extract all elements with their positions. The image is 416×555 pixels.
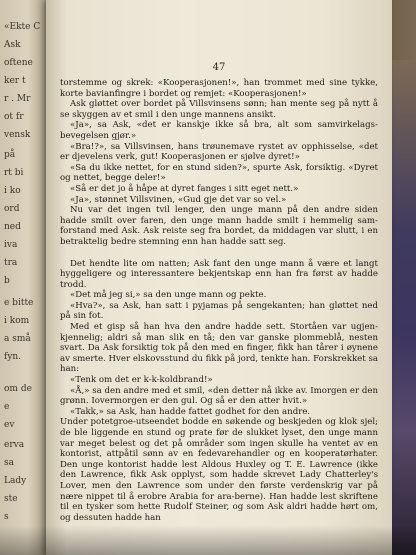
paragraph: «Så er det jo å håpe at dyret fanges i sitt eget nett.»: [70, 183, 299, 194]
left-page-text-fragment: på: [4, 150, 16, 160]
page-number: 47: [212, 62, 226, 73]
paragraph: «Bra!?», sa Villsvinsen, hans trøunemave rystet av opphisselse, «det er djevelens verk, gut! Kooperasjonen er sjølve dyret!»: [60, 141, 378, 163]
left-facing-page: [0, 0, 50, 555]
paragraph: «Ja», stønnet Villsvinen, «Gud gje det var so vel.»: [70, 194, 287, 205]
paragraph: Med et gisp så han hva den andre hadde sett. Stortåen var ugjen-kjennelig; aldri så man slik en tå; den var ganske plommeblå, nesten svart. Da Ask forsiktig tok på den med en finger, fikk han tårer i øynene av smerte. Hver elskovsstund du fikk på jord, tenkte han. Forskrekket sa han:: [60, 322, 378, 375]
left-page-text-fragment: ev: [4, 420, 15, 430]
paragraph: «Det må jeg si,» sa den unge mann og pekte.: [70, 290, 267, 301]
paragraph: «Sa du ikke nettet, for en stund siden?», spurte Ask, forsiktig. «Dyret og nettet, begge deler!»: [60, 162, 378, 184]
left-page-text-fragment: erva: [4, 440, 25, 450]
left-page-text-fragment: rt bi: [4, 168, 24, 178]
paragraph: Nu var det ingen tvil lenger, den unge mann på den andre siden hadde smilt over faren, den unge mann hadde smilt i hemmelig sam-forstand med Ask. Ask reiste seg fra bordet, da middagen var slutt, i en betraktelig bedre stemning enn han hadde satt seg.: [60, 205, 378, 247]
paragraph: Ask gløttet over bordet på Villsvinsens sønn; han mente seg på nytt å se skyggen av et smil i den unge mannens ansikt.: [60, 99, 378, 120]
left-page-text-fragment: ord: [4, 204, 20, 214]
left-page-text-fragment: Lady: [4, 476, 27, 486]
left-page-text-fragment: i kom: [4, 316, 30, 326]
left-page-text-fragment: fyn.: [4, 352, 22, 362]
left-page-text-fragment: sa: [4, 458, 14, 468]
left-page-text-fragment: ned: [4, 222, 21, 232]
left-page-text-fragment: vensk: [4, 130, 31, 140]
paragraph: «Takk,» sa Ask, han hadde fattet godhet for den andre.: [70, 406, 311, 417]
paragraph: Det hendte lite om natten; Ask fant den unge mann å være et langt hyggeligere og interessantere bekjentskap enn han fra først av hadde trodd.: [60, 258, 378, 290]
left-page-text-fragment: e: [4, 402, 10, 412]
left-page-text-fragment: i ko: [4, 186, 21, 196]
left-page-text-fragment: iva: [4, 240, 18, 250]
left-page-text-fragment: tra: [4, 258, 18, 268]
book-page: [46, 0, 392, 555]
left-page-text-fragment: «Ekte C: [4, 22, 41, 32]
left-page-text-fragment: Ask: [4, 40, 21, 50]
paragraph: «Hva?», sa Ask, han satt i pyjamas på sengekanten; han gløttet ned på sin fot.: [60, 300, 378, 322]
left-page-text-fragment: om de: [4, 384, 32, 394]
paragraph: torstemme og skrek: «Kooperasjonen!», han trommet med sine tykke, korte bavianfingre i bordet og remjet: «Kooperasjonen!»: [60, 78, 378, 99]
left-page-text-fragment: b: [4, 276, 10, 286]
paragraph: Under potetgroe-utseendet bodde en søkende og beskjeden og klok sjel; de ble liggende en stund og prate før de slukket lyset, den unge mann var meget belest og det på områder som ingen skulle ha ventet av en kontorist, attpåtil sønn av en fedevarehandler og en kooperatørhater. Den unge kontorist hadde lest Aldous Huxley og T. E. Lawrence (ikke den Lawrence, fikk Ask opplyst, som hadde skrevet Lady Chatterley's Lover, men den Lawrence som under den første verdenskrig var på nære nippet til å erobre Arabia for ara-berne). Han hadde lest skriftene til en tysker som hette Rudolf Steiner, og som Ask aldri hadde hørt om, og dessuten hadde han: [60, 417, 378, 523]
paragraph: «Ja», sa Ask, «det er kanskje ikke så bra, alt som samvirkelags-bevegelsen gjør.»: [60, 120, 378, 141]
left-page-text-fragment: s: [4, 512, 9, 522]
left-page-text-fragment: ot fr: [4, 112, 24, 122]
page-body-text: [60, 78, 378, 523]
paragraph: «Tenk om det er k-k-koldbrand!»: [70, 375, 213, 386]
left-page-text-fragment: ker t: [4, 76, 26, 86]
left-page-text-fragment: e bitte: [4, 298, 34, 308]
paragraph: «Å,» sa den andre med et smil, «den detter nå ikke av. Imorgen er den grønn. Iovermorgen er den gul. Og så er den atter hvit.»: [60, 385, 378, 407]
left-page-text-fragment: oftene: [4, 58, 33, 68]
left-page-text-fragment: ste: [4, 494, 18, 504]
left-page-text-fragment: r . Mr: [4, 94, 31, 104]
left-page-text-fragment: a små: [4, 334, 31, 344]
